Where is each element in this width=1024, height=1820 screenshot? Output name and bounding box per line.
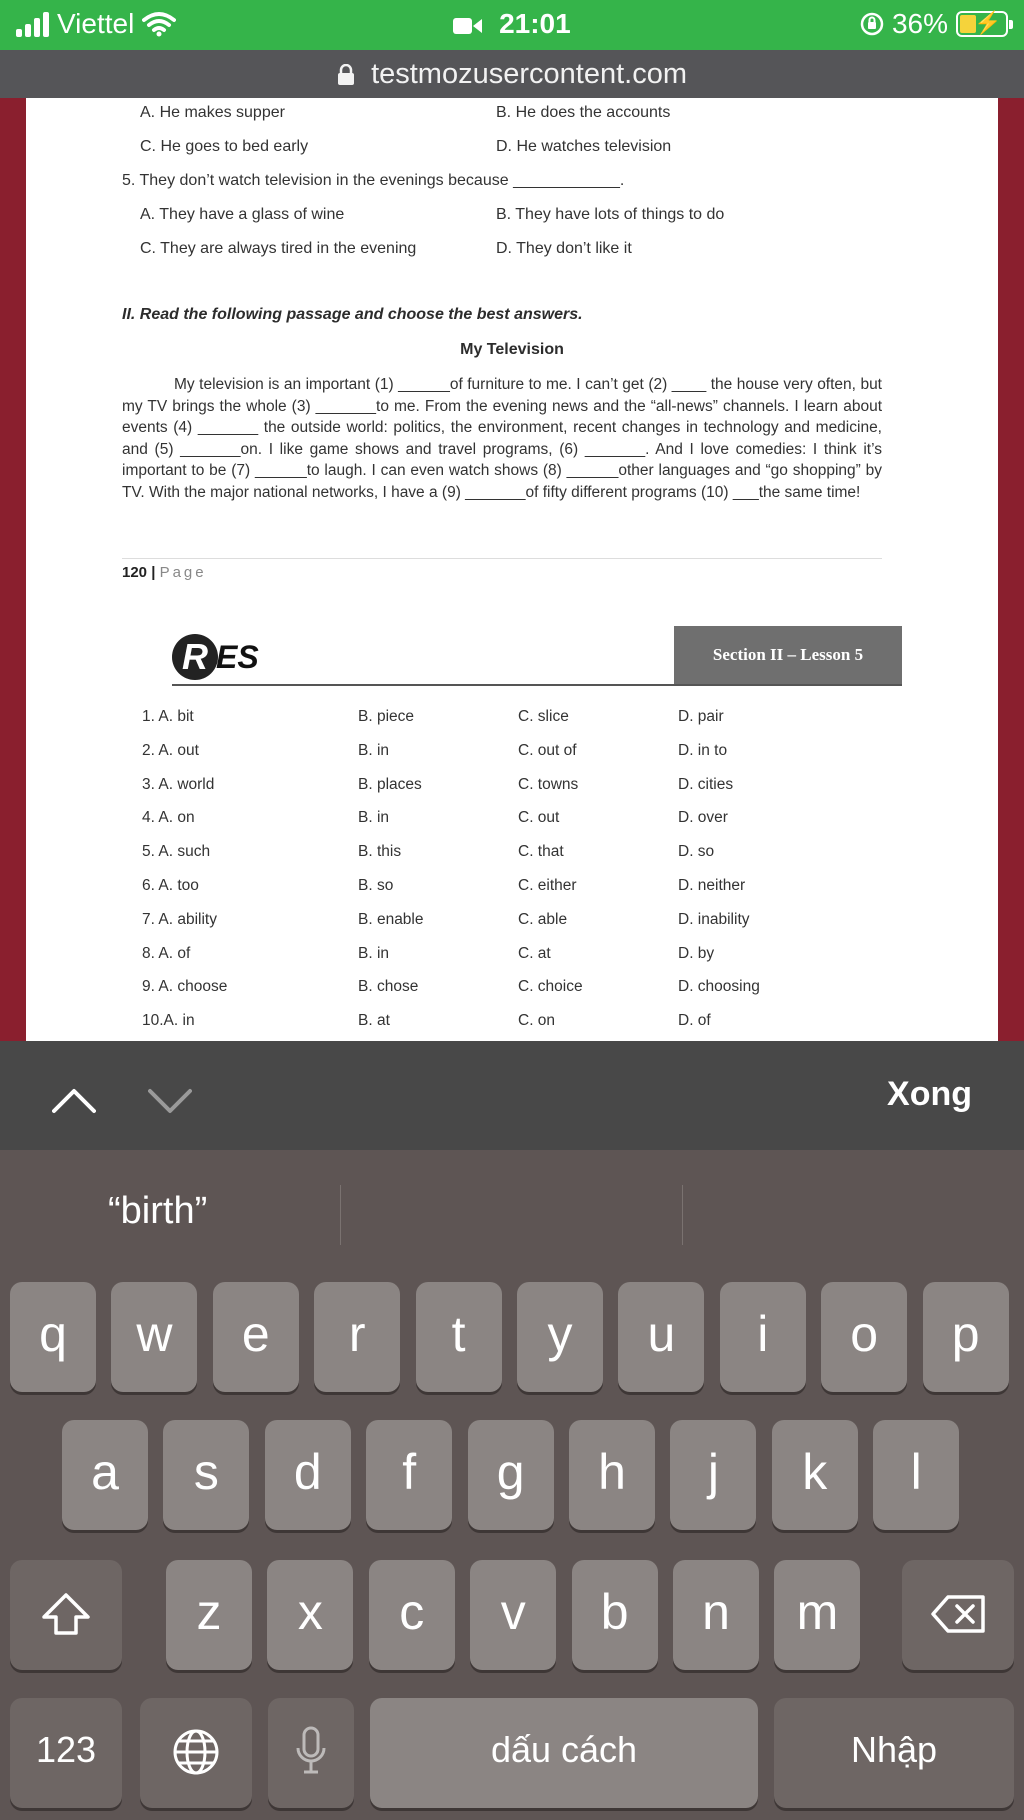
return-key[interactable]: Nhập bbox=[774, 1698, 1014, 1808]
clock: 21:01 bbox=[499, 8, 571, 39]
suggestion-1[interactable]: “birth” bbox=[108, 1190, 208, 1232]
answer-option-c: C. out bbox=[518, 809, 560, 827]
key-s[interactable]: s bbox=[163, 1420, 249, 1530]
answer-option-d: D. choosing bbox=[678, 978, 760, 996]
answer-row bbox=[26, 1012, 998, 1041]
key-o[interactable]: o bbox=[821, 1282, 907, 1392]
key-d[interactable]: d bbox=[265, 1420, 351, 1530]
answer-option-c: C. at bbox=[518, 944, 551, 962]
dictation-key[interactable] bbox=[268, 1698, 354, 1808]
answer-option-d: D. in to bbox=[678, 741, 728, 759]
answer-option-c: C. slice bbox=[518, 708, 569, 725]
answer-option-d: D. so bbox=[678, 843, 715, 861]
key-a[interactable]: a bbox=[62, 1420, 148, 1530]
key-z[interactable]: z bbox=[166, 1560, 252, 1670]
document-page[interactable] bbox=[26, 98, 998, 1041]
battery-percent: 36% bbox=[891, 8, 948, 39]
answer-option-d: D. inability bbox=[678, 910, 750, 928]
status-bar bbox=[0, 0, 1024, 50]
answer-option-b: B. in bbox=[358, 809, 390, 827]
carrier-name: Viettel bbox=[57, 8, 135, 39]
publisher-logo: R ES bbox=[172, 634, 259, 680]
key-f[interactable]: f bbox=[366, 1420, 452, 1530]
key-m[interactable]: m bbox=[774, 1560, 860, 1670]
key-n[interactable]: n bbox=[673, 1560, 759, 1670]
passage-title: My Television bbox=[460, 341, 564, 358]
answer-option-b: B. this bbox=[358, 843, 402, 861]
page-number: 120 | Page bbox=[122, 564, 207, 581]
q4-option-b: B. He does the accounts bbox=[496, 104, 671, 121]
answer-row bbox=[26, 945, 998, 975]
suggestion-divider bbox=[682, 1185, 683, 1245]
answer-option-a: 7. A. ability bbox=[142, 910, 217, 928]
keyboard bbox=[0, 1150, 1024, 1820]
answer-row bbox=[26, 978, 998, 1008]
answer-option-a: 10.A. in bbox=[142, 1012, 195, 1030]
q4-option-a: A. He makes supper bbox=[140, 104, 285, 121]
answer-option-b: B. places bbox=[358, 775, 422, 793]
answer-option-d: D. by bbox=[678, 944, 715, 962]
lock-icon bbox=[337, 64, 355, 86]
header-divider bbox=[172, 684, 902, 686]
answer-option-a: 1. A. bit bbox=[142, 708, 194, 725]
answer-row bbox=[26, 877, 998, 907]
q5-option-b: B. They have lots of things to do bbox=[496, 206, 725, 223]
answer-option-c: C. on bbox=[518, 1012, 556, 1030]
answer-option-a: 2. A. out bbox=[142, 741, 199, 759]
key-c[interactable]: c bbox=[369, 1560, 455, 1670]
key-l[interactable]: l bbox=[873, 1420, 959, 1530]
answer-option-b: B. chose bbox=[358, 978, 419, 996]
answer-option-c: C. choice bbox=[518, 978, 583, 996]
space-key[interactable]: dấu cách bbox=[370, 1698, 758, 1808]
q5-option-a: A. They have a glass of wine bbox=[140, 206, 345, 223]
answer-option-d: D. over bbox=[678, 809, 728, 827]
answer-option-d: D. neither bbox=[678, 877, 746, 894]
url-bar[interactable] bbox=[0, 50, 1024, 98]
key-w[interactable]: w bbox=[111, 1282, 197, 1392]
answer-option-b: B. so bbox=[358, 877, 394, 894]
shift-icon bbox=[41, 1592, 91, 1636]
key-t[interactable]: t bbox=[416, 1282, 502, 1392]
key-y[interactable]: y bbox=[517, 1282, 603, 1392]
section-title: II. Read the following passage and choose the best answers. bbox=[122, 306, 583, 323]
passage-text: My television is an important (1) ______of furniture to me. I can’t get (2) ____ the house very often, but my TV brings the whole (3) _______to me. From the evening news and the “all-news” channels. I learn about events (4) _______ the outside world: politics, the environment, recent changes in technology and medicine, and (5) _______on. I like game shows and travel programs, (6) _______. And I love comedies: I think it’s important to be (7) ______to laugh. I can even watch shows (8) ______other languages and “go shopping” by TV. With the major national networks, I have a (9) _______of fifty different programs (10) ___the same time! bbox=[122, 376, 882, 501]
answer-option-c: C. towns bbox=[518, 775, 579, 793]
url-domain: testmozusercontent.com bbox=[371, 58, 687, 90]
answer-option-a: 4. A. on bbox=[142, 809, 195, 827]
suggestion-divider bbox=[340, 1185, 341, 1245]
lesson-header: Section II – Lesson 5 bbox=[674, 626, 902, 684]
answer-option-c: C. that bbox=[518, 843, 564, 861]
key-v[interactable]: v bbox=[470, 1560, 556, 1670]
answer-option-d: D. of bbox=[678, 1012, 711, 1030]
key-x[interactable]: x bbox=[267, 1560, 353, 1670]
answer-row bbox=[26, 742, 998, 772]
q5-option-c: C. They are always tired in the evening bbox=[140, 240, 417, 257]
key-u[interactable]: u bbox=[618, 1282, 704, 1392]
answer-option-a: 5. A. such bbox=[142, 843, 211, 861]
answer-option-d: D. cities bbox=[678, 775, 734, 793]
answer-option-c: C. able bbox=[518, 910, 568, 928]
key-i[interactable]: i bbox=[720, 1282, 806, 1392]
key-q[interactable]: q bbox=[10, 1282, 96, 1392]
globe-key[interactable] bbox=[140, 1698, 252, 1808]
answer-row bbox=[26, 708, 998, 738]
key-g[interactable]: g bbox=[468, 1420, 554, 1530]
key-h[interactable]: h bbox=[569, 1420, 655, 1530]
done-button[interactable]: Xong bbox=[887, 1075, 972, 1113]
answer-option-d: D. pair bbox=[678, 708, 724, 725]
answer-option-b: B. piece bbox=[358, 708, 415, 725]
answer-option-a: 8. A. of bbox=[142, 944, 191, 962]
key-j[interactable]: j bbox=[670, 1420, 756, 1530]
answer-option-b: B. in bbox=[358, 944, 390, 962]
microphone-icon bbox=[295, 1726, 327, 1776]
answer-option-a: 9. A. choose bbox=[142, 978, 228, 996]
key-p[interactable]: p bbox=[923, 1282, 1009, 1392]
orientation-lock-icon bbox=[860, 12, 884, 36]
shift-key[interactable] bbox=[10, 1560, 122, 1670]
battery-icon: ⚡ bbox=[956, 11, 1008, 37]
key-r[interactable]: r bbox=[314, 1282, 400, 1392]
footer-divider bbox=[122, 558, 882, 559]
key-b[interactable]: b bbox=[572, 1560, 658, 1670]
q5-option-d: D. They don’t like it bbox=[496, 240, 632, 257]
answer-row bbox=[26, 776, 998, 806]
numbers-key[interactable]: 123 bbox=[10, 1698, 122, 1808]
q5-stem: 5. They don’t watch television in the evenings because ____________. bbox=[122, 172, 625, 189]
next-field-icon[interactable] bbox=[148, 1079, 192, 1123]
q4-option-d: D. He watches television bbox=[496, 138, 672, 155]
backspace-key[interactable] bbox=[902, 1560, 1014, 1670]
screen-record-icon bbox=[453, 16, 483, 36]
answer-row bbox=[26, 911, 998, 941]
keyboard-toolbar bbox=[0, 1041, 1024, 1150]
answer-option-a: 6. A. too bbox=[142, 877, 199, 894]
answer-option-b: B. at bbox=[358, 1012, 390, 1030]
q4-option-c: C. He goes to bed early bbox=[140, 138, 309, 155]
key-e[interactable]: e bbox=[213, 1282, 299, 1392]
backspace-icon bbox=[930, 1594, 986, 1634]
answer-row bbox=[26, 843, 998, 873]
answer-option-c: C. either bbox=[518, 877, 577, 894]
answer-option-c: C. out of bbox=[518, 741, 577, 759]
answer-row bbox=[26, 809, 998, 839]
previous-field-icon[interactable] bbox=[52, 1079, 96, 1123]
key-k[interactable]: k bbox=[772, 1420, 858, 1530]
answer-option-a: 3. A. world bbox=[142, 775, 215, 793]
answer-option-b: B. in bbox=[358, 741, 390, 759]
answer-option-b: B. enable bbox=[358, 910, 424, 928]
globe-icon bbox=[172, 1728, 220, 1776]
